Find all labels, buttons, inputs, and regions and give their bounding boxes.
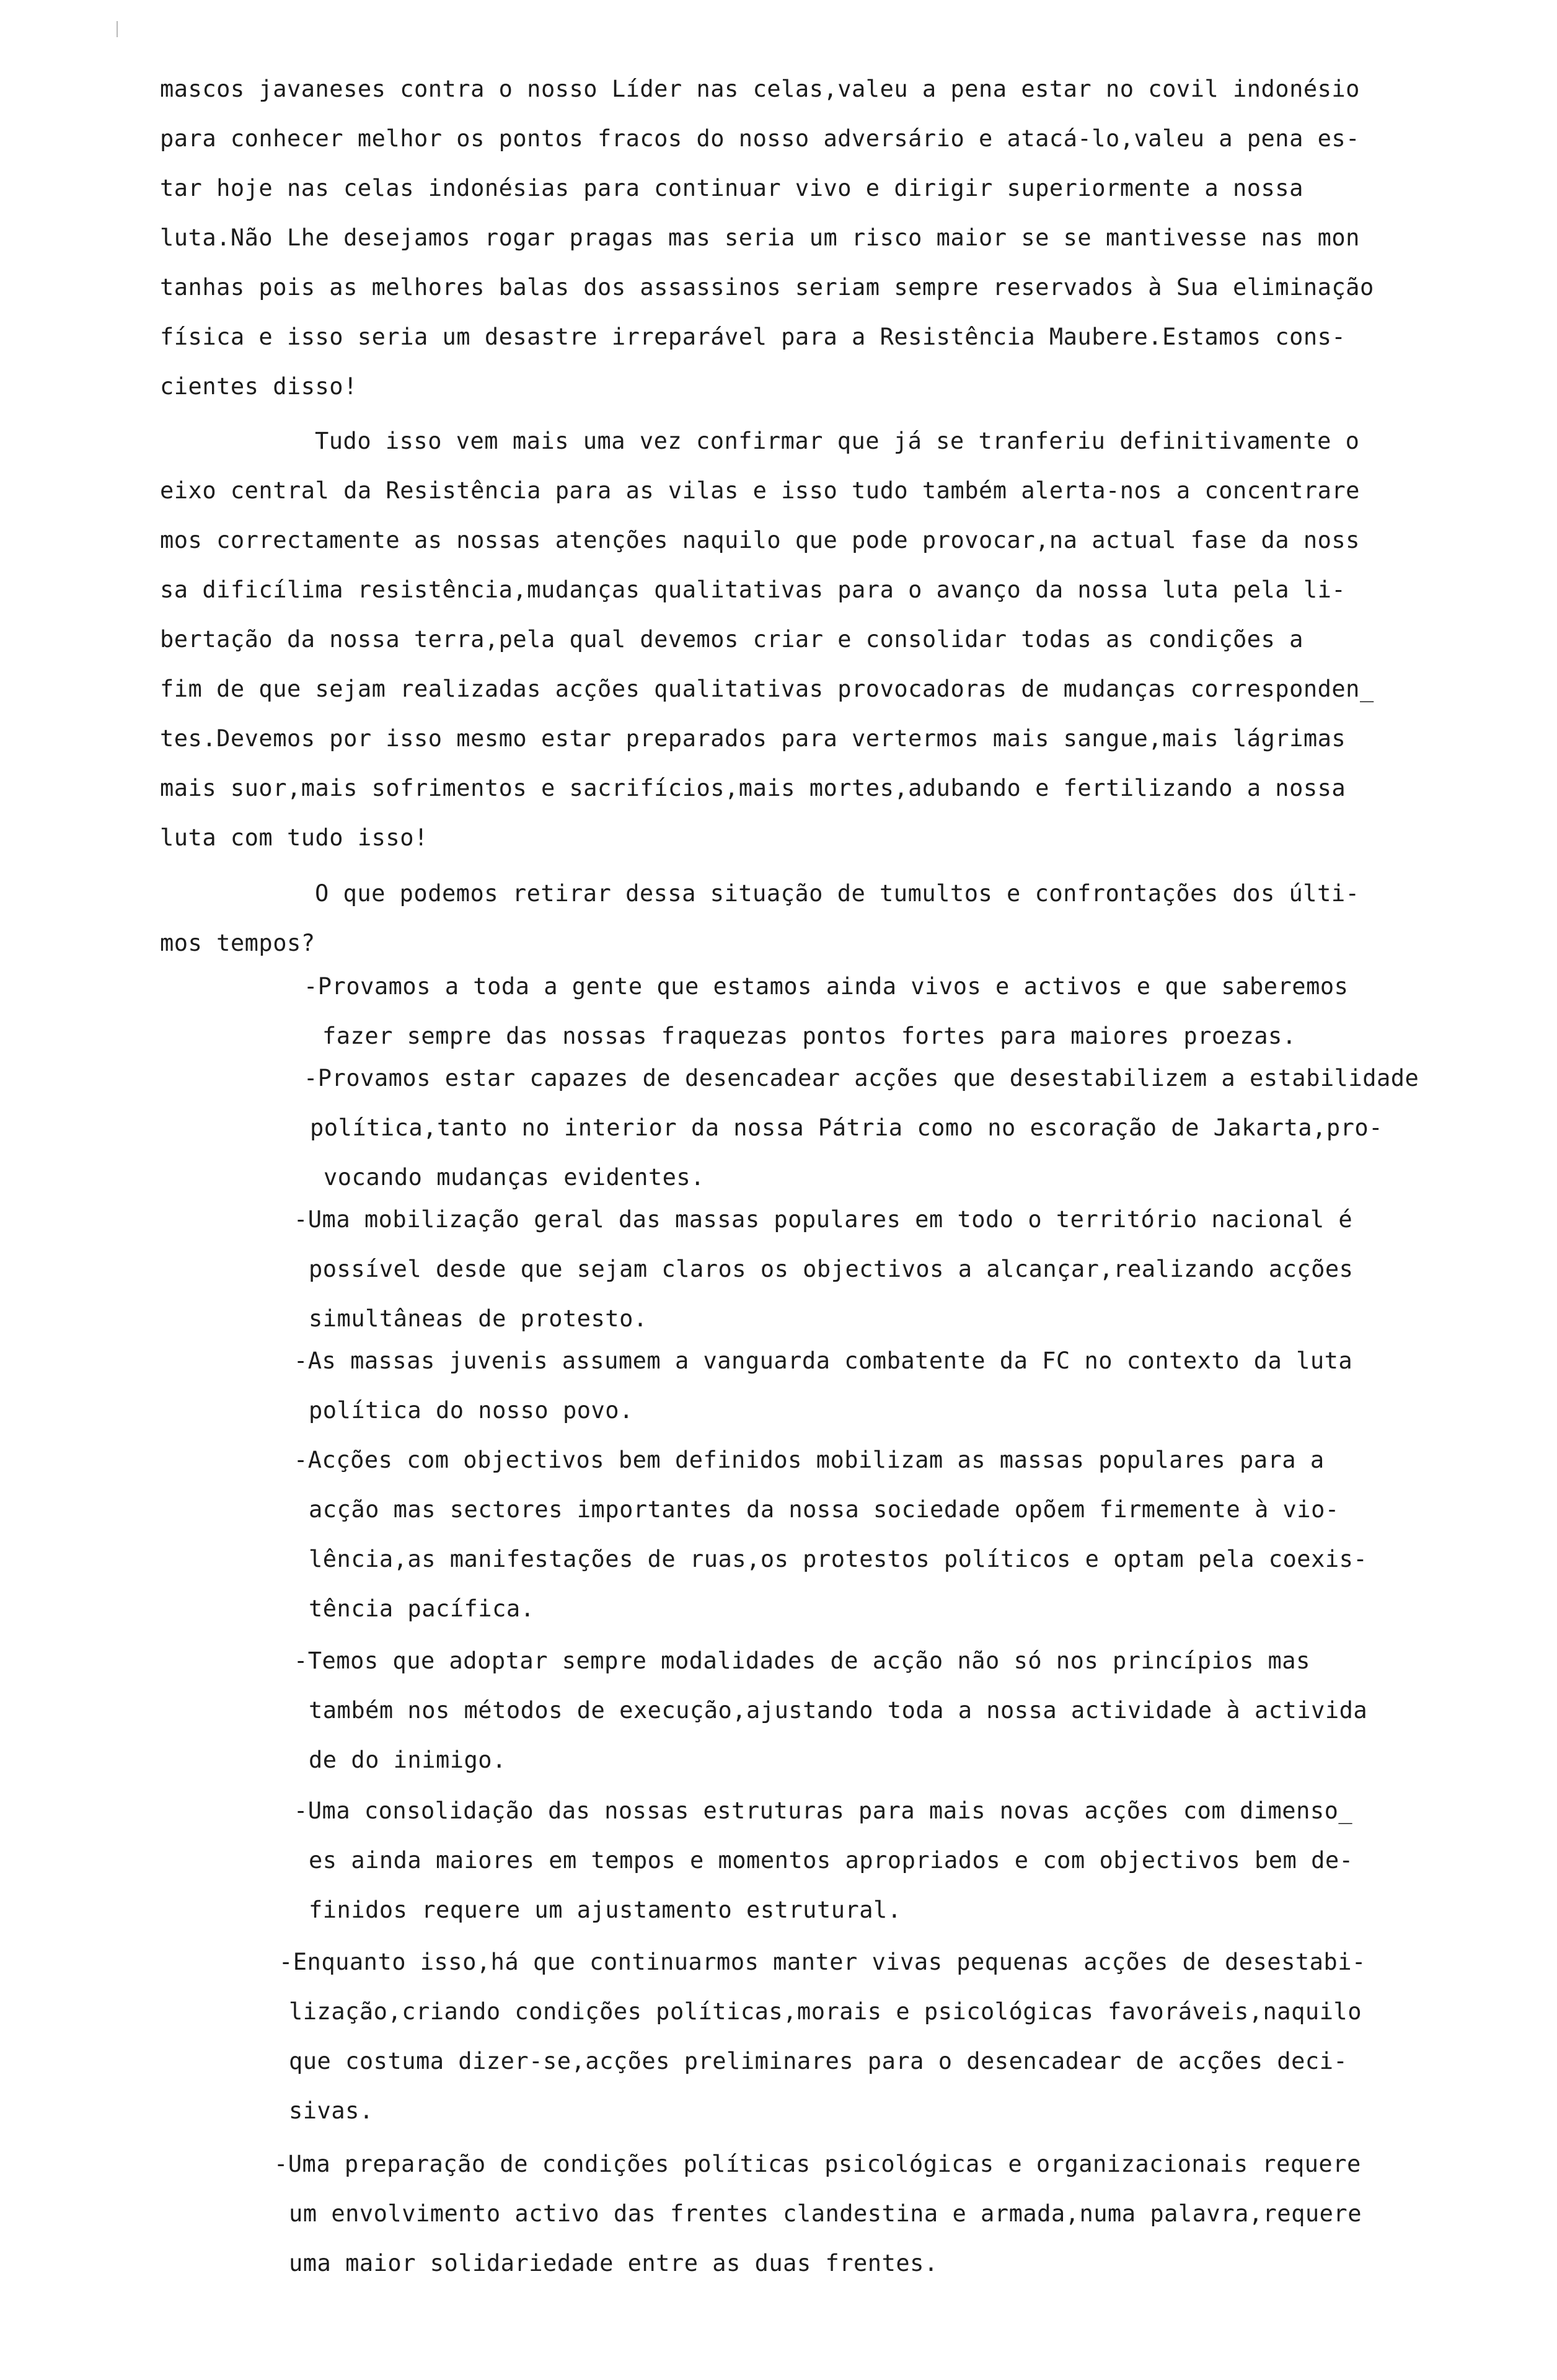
text-line: simultâneas de protesto. [309, 1305, 648, 1332]
text-line: -Uma consolidação das nossas estruturas para mais novas acções com dimenso_ [294, 1797, 1353, 1824]
text-line: -Uma mobilização geral das massas populares em todo o território nacional é [294, 1206, 1353, 1233]
text-line: tência pacífica. [309, 1595, 535, 1622]
text-line: um envolvimento activo das frentes clandestina e armada,numa palavra,requere [289, 2200, 1362, 2227]
text-line: cientes disso! [160, 373, 358, 400]
paragraph-2 [160, 416, 1374, 863]
text-line: tes.Devemos por isso mesmo estar preparados para vertermos mais sangue,mais lágrimas [160, 725, 1346, 752]
text-line: eixo central da Resistência para as vilas e isso tudo também alerta-nos a concentrare [160, 477, 1360, 504]
list-item-6 [294, 1636, 1367, 1785]
text-line: bertação da nossa terra,pela qual devemos criar e consolidar todas as condições a [160, 626, 1303, 653]
text-line: que costuma dizer-se,acções preliminares para o desencadear de acções deci- [289, 2048, 1348, 2074]
text-line: finidos requere um ajustamento estrutural. [309, 1897, 902, 1923]
paragraph-3 [160, 869, 1359, 968]
list-item-5 [294, 1435, 1367, 1634]
scan-mark [117, 21, 118, 37]
text-line: -Acções com objectivos bem definidos mobilizam as massas populares para a [294, 1447, 1325, 1473]
text-line: mos tempos? [160, 930, 315, 956]
text-line: fazer sempre das nossas fraquezas pontos fortes para maiores proezas. [322, 1023, 1297, 1049]
text-line: es ainda maiores em tempos e momentos apropriados e com objectivos bem de- [309, 1847, 1354, 1874]
text-line: tar hoje nas celas indonésias para continuar vivo e dirigir superiormente a nossa [160, 175, 1303, 201]
text-line: possível desde que sejam claros os objectivos a alcançar,realizando acções [309, 1256, 1354, 1282]
text-line: política do nosso povo. [309, 1397, 633, 1424]
list-item-1 [304, 962, 1348, 1061]
list-item-3 [294, 1195, 1353, 1344]
text-line: de do inimigo. [309, 1747, 506, 1773]
text-line: tanhas pois as melhores balas dos assassinos seriam sempre reservados à Sua eliminação [160, 274, 1374, 301]
text-line: lização,criando condições políticas,morais e psicológicas favoráveis,naquilo [289, 1998, 1362, 2025]
text-line: fim de que sejam realizadas acções qualitativas provocadoras de mudanças corresponden_ [160, 676, 1374, 702]
text-line: mascos javaneses contra o nosso Líder nas celas,valeu a pena estar no covil indonésio [160, 76, 1360, 102]
list-item-7 [294, 1786, 1353, 1935]
text-line: Tudo isso vem mais uma vez confirmar que já se tranferiu definitivamente o [315, 428, 1360, 454]
paragraph-1 [160, 64, 1374, 412]
text-line: O que podemos retirar dessa situação de tumultos e confrontações dos últi- [315, 880, 1360, 907]
text-line: -As massas juvenis assumem a vanguarda combatente da FC no contexto da luta [294, 1347, 1353, 1374]
text-line: sivas. [289, 2097, 374, 2124]
text-line: uma maior solidariedade entre as duas frentes. [289, 2250, 938, 2276]
text-line: -Enquanto isso,há que continuarmos manter vivas pequenas acções de desestabi- [279, 1949, 1366, 1975]
text-line: também nos métodos de execução,ajustando toda a nossa actividade à activida [309, 1697, 1368, 1724]
list-item-4 [294, 1336, 1352, 1435]
text-line: acção mas sectores importantes da nossa sociedade opõem firmemente à vio- [309, 1496, 1339, 1523]
text-line: -Temos que adoptar sempre modalidades de acção não só nos princípios mas [294, 1647, 1310, 1674]
text-line: lência,as manifestações de ruas,os protestos políticos e optam pela coexis- [309, 1546, 1368, 1572]
text-line: luta.Não Lhe desejamos rogar pragas mas seria um risco maior se se mantivesse nas mon [160, 224, 1360, 251]
text-line: mos correctamente as nossas atenções naquilo que pode provocar,na actual fase da noss [160, 527, 1360, 553]
list-item-2 [304, 1054, 1419, 1202]
text-line: física e isso seria um desastre irreparável para a Resistência Maubere.Estamos cons- [160, 324, 1346, 350]
text-line: luta com tudo isso! [160, 824, 428, 851]
text-line: vocando mudanças evidentes. [324, 1164, 705, 1191]
text-line: para conhecer melhor os pontos fracos do nosso adversário e atacá-lo,valeu a pena es- [160, 125, 1360, 152]
text-line: política,tanto no interior da nossa Pátria como no escoração de Jakarta,pro- [310, 1114, 1383, 1141]
text-line: sa dificílima resistência,mudanças qualitativas para o avanço da nossa luta pela li- [160, 576, 1346, 603]
text-line: -Provamos a toda a gente que estamos ainda vivos e activos e que saberemos [304, 973, 1349, 1000]
list-item-8 [279, 1937, 1366, 2136]
text-line: -Provamos estar capazes de desencadear acções que desestabilizem a estabilidade [304, 1065, 1419, 1091]
text-line: mais suor,mais sofrimentos e sacrifícios,mais mortes,adubando e fertilizando a nossa [160, 775, 1346, 801]
list-item-9 [274, 2140, 1362, 2288]
text-line: -Uma preparação de condições políticas psicológicas e organizacionais requere [274, 2151, 1361, 2177]
